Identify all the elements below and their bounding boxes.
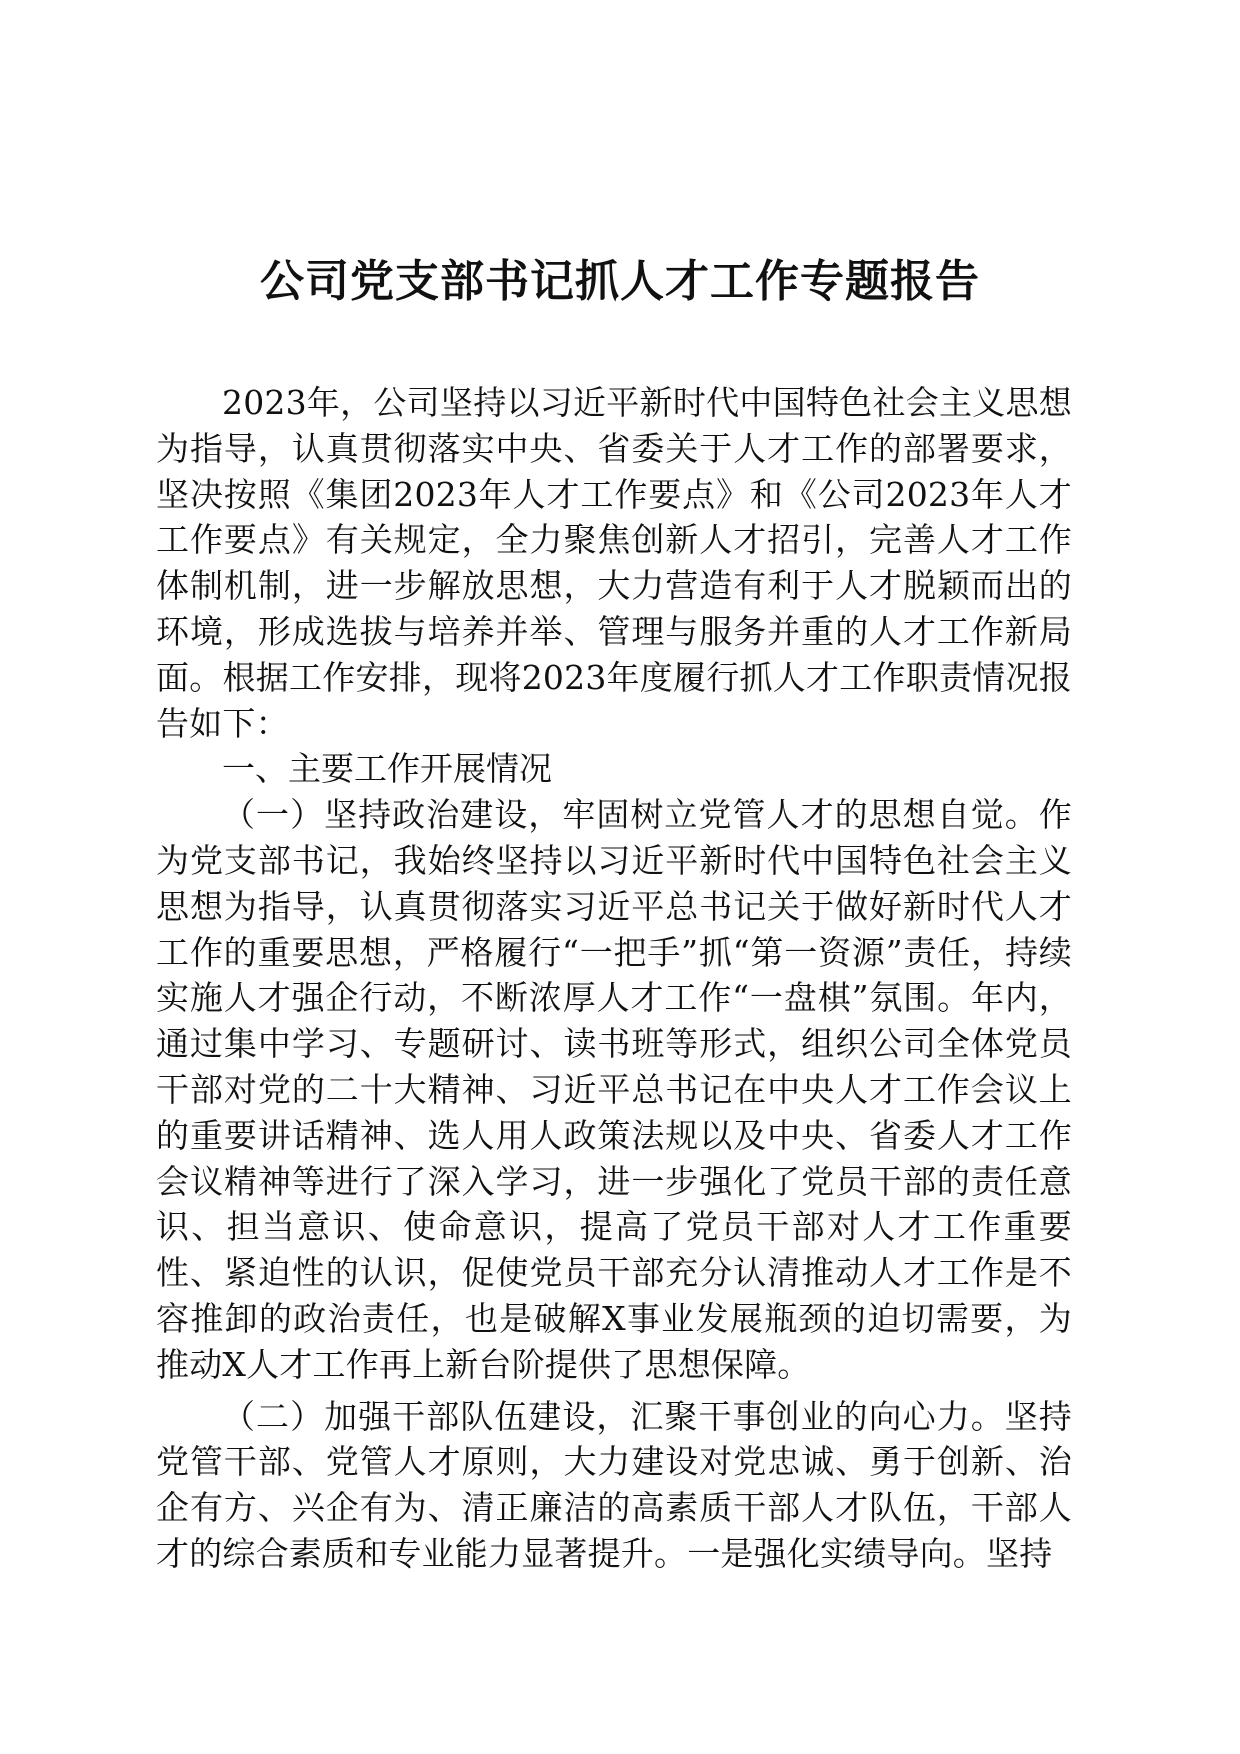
intro-paragraph: 2023年，公司坚持以习近平新时代中国特色社会主义思想为指导，认真贯彻落实中央、省委关于人才工作的部署要求，坚决按照《集团2023年人才工作要点》和《公司2023年人才工作要点》有关规定，全力聚焦创新人才招引，完善人才工作体制机制，进一步解放思想，大力营造有利于人才脱颖而出的环境，形成选拔与培养并举、管理与服务并重的人才工作新局面。根据工作安排，现将2023年度履行抓人才工作职责情况报告如下： xyxy=(156,383,1072,743)
subsection-political-building-paragraph: （一）坚持政治建设，牢固树立党管人才的思想自觉。作为党支部书记，我始终坚持以习近平新时代中国特色社会主义思想为指导，认真贯彻落实习近平总书记关于做好新时代人才工作的重要思想，严格履行“一把手”抓“第一资源”责任，持续实施人才强企行动，不断浓厚人才工作“一盘棋”氛围。年内，通过集中学习、专题研讨、读书班等形式，组织公司全体党员干部对党的二十大精神、习近平总书记在中央人才工作会议上的重要讲话精神、选人用人政策法规以及中央、省委人才工作会议精神等进行了深入学习，进一步强化了党员干部的责任意识、担当意识、使命意识，提高了党员干部对人才工作重要性、紧迫性的认识，促使党员干部充分认清推动人才工作是不容推卸的政治责任，也是破解X事业发展瓶颈的迫切需要，为推动X人才工作再上新台阶提供了思想保障。 xyxy=(156,795,1072,1384)
section-heading-main-work: 一、主要工作开展情况 xyxy=(222,749,552,789)
subsection-cadre-team-paragraph: （二）加强干部队伍建设，汇聚干事创业的向心力。坚持党管干部、党管人才原则，大力建设对党忠诚、勇于创新、治企有方、兴企有为、清正廉洁的高素质干部人才队伍，干部人才的综合素质和专业能力显著提升。一是强化实绩导向。坚持 xyxy=(156,1396,1072,1573)
document-body xyxy=(156,380,1072,1577)
document-title: 公司党支部书记抓人才工作专题报告 xyxy=(260,256,980,307)
